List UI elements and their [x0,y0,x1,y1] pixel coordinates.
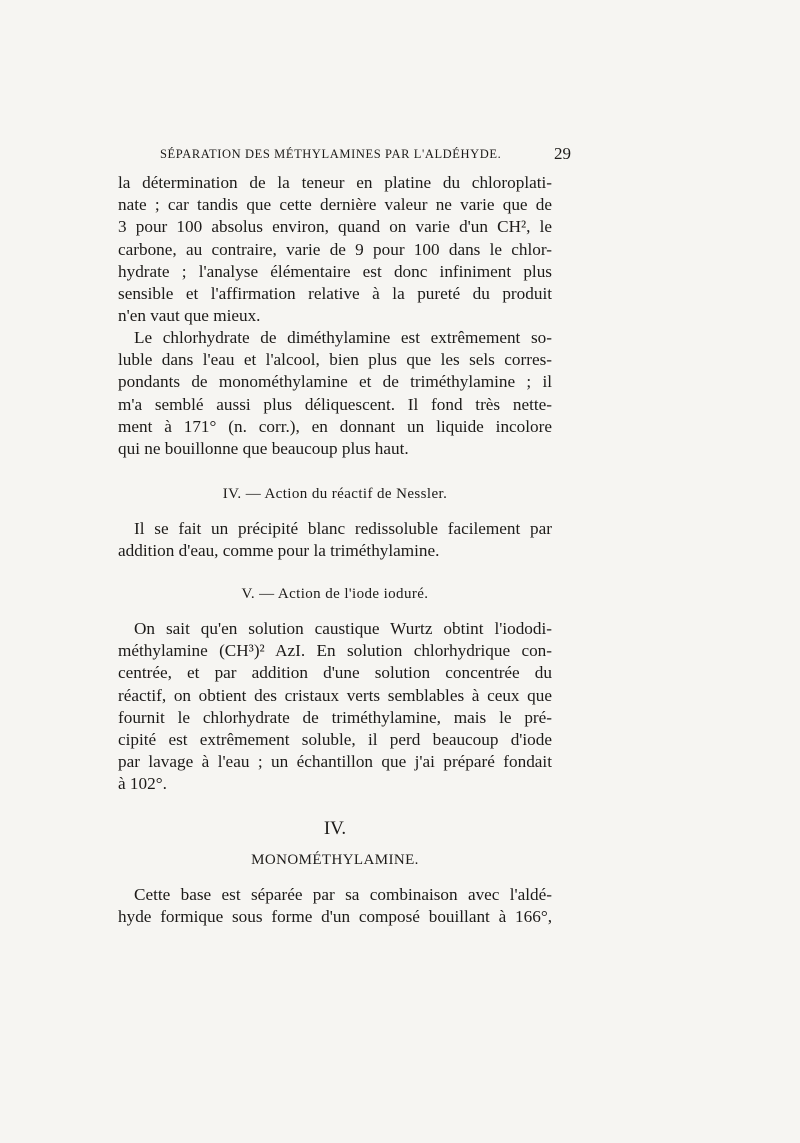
page-number: 29 [554,144,571,163]
text-line: 3 pour 100 absolus environ, quand on varie d'un CH², le [118,217,552,237]
text-line: méthylamine (CH³)² AzI. En solution chlorhydrique con- [118,641,552,661]
text-line: Cette base est séparée par sa combinaison avec l'aldé- [134,885,552,904]
running-head [160,144,571,163]
text-line: pondants de monométhylamine et de triméthylamine ; il [118,372,552,392]
text-line: carbone, au contraire, varie de 9 pour 100 dans le chlor- [118,239,552,259]
text-line: nate ; car tandis que cette dernière valeur ne varie que de [118,195,552,215]
text-line: Il se fait un précipité blanc redissoluble facilement par [134,519,552,538]
paragraph-iododimethylamine [118,618,552,796]
section-heading-iodine: V. — Action de l'iode ioduré. [241,586,429,602]
text-line: sensible et l'affirmation relative à la pureté du produit [118,284,552,304]
text-line: addition d'eau, comme pour la triméthylamine. [118,541,440,561]
text-line: centrée, et par addition d'une solution concentrée du [118,663,552,683]
text-line: par lavage à l'eau ; un échantillon que j'ai préparé fondait [118,752,552,772]
text-line: luble dans l'eau et l'alcool, bien plus que les sels corres- [118,350,552,370]
paragraph-monomethylamine [118,884,552,928]
text-line: hyde formique sous forme d'un composé bouillant à 166°, [118,907,552,927]
text-line: cipité est extrêmement soluble, il perd beaucoup d'iode [118,730,552,750]
chapter-title: MONOMÉTHYLAMINE. [251,852,419,868]
text-line: ment à 171° (n. corr.), en donnant un liquide incolore [118,416,552,436]
text-line: la détermination de la teneur en platine du chloroplati- [118,173,552,192]
paragraph-platinum-analysis [118,172,552,327]
paragraph-nessler-precipitate [118,518,552,562]
text-line: Le chlorhydrate de diméthylamine est extrêmement so- [134,328,552,347]
text-line: à 102°. [118,774,167,794]
text-line: qui ne bouillonne que beaucoup plus haut. [118,439,409,459]
text-line: m'a semblé aussi plus déliquescent. Il fond très nette- [118,394,552,414]
text-line: fournit le chlorhydrate de triméthylamine, mais le pré- [118,707,552,727]
text-line: hydrate ; l'analyse élémentaire est donc infiniment plus [118,261,552,281]
section-heading-nessler: IV. — Action du réactif de Nessler. [222,486,448,502]
chapter-number: IV. [323,818,347,839]
paragraph-dimethylamine-hydrochloride [118,327,552,460]
text-line: On sait qu'en solution caustique Wurtz obtint l'iododi- [134,619,552,638]
running-head-title: SÉPARATION DES MÉTHYLAMINES PAR L'ALDÉHYDE. [160,147,502,161]
text-line: n'en vaut que mieux. [118,306,261,326]
text-line: réactif, on obtient des cristaux verts semblables à ceux que [118,685,552,705]
